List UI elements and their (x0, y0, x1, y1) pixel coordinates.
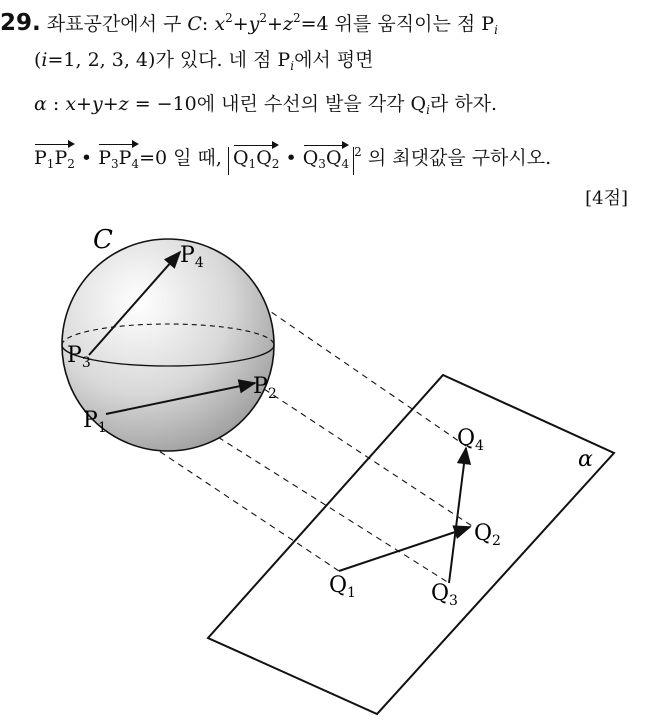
sphere-name: C (187, 13, 202, 35)
question-text: 의 최댓값을 구하시오. (367, 147, 552, 169)
problem-number: 29. (0, 10, 41, 36)
score-label: [4점] (585, 188, 628, 209)
vector-q1q2: $Q_1Q_2$ (233, 147, 279, 175)
plane-alpha (208, 375, 614, 714)
line3-tail: 에 내린 수선의 발을 각각 (196, 93, 405, 115)
colon: : (201, 13, 209, 35)
plus-sign: + (267, 13, 283, 35)
label-p4: $P_4$ (180, 243, 204, 271)
plane-rhs: = −10 (134, 93, 197, 115)
var-y: y (248, 13, 260, 35)
index-i: i (426, 103, 430, 117)
point-q: Q (410, 93, 427, 115)
condition: =0 (139, 147, 168, 169)
plane-lhs: x+y+z (65, 93, 129, 115)
label-q3: $Q_3$ (431, 581, 458, 609)
label-p3: $P_3$ (67, 343, 91, 371)
point-p: P (277, 49, 291, 71)
vector-p3p4: $P_3P_4$ (98, 146, 139, 176)
exponent: 2 (259, 11, 268, 25)
intro-text: 좌표공간에서 구 (46, 13, 182, 35)
radius-squared: 4 (316, 13, 329, 35)
colon: : (52, 93, 60, 115)
vector-q3q4: $Q_3Q_4$ (303, 147, 349, 175)
line1-tail: 위를 움직이는 점 (334, 13, 476, 35)
line2-tail: 에서 평면 (294, 49, 374, 71)
when-text: 일 때, (173, 147, 222, 169)
vector-p1p2: $P_1P_2$ (34, 146, 75, 176)
index-i: i (41, 49, 48, 71)
label-p2: $P_2$ (253, 374, 277, 402)
equals-sign: = (300, 13, 317, 35)
line3-end: 라 하자. (429, 93, 498, 115)
plane-name: α (34, 93, 47, 115)
var-z: z (282, 13, 293, 35)
label-q2: $Q_2$ (474, 521, 501, 549)
sphere-label: C (93, 225, 113, 255)
var-x: x (214, 13, 226, 35)
exponent: 2 (292, 11, 301, 25)
point-p: P (481, 13, 495, 35)
abs-value-expression: $Q_1Q_2$ • $Q_3Q_4$ (228, 147, 354, 175)
label-p1: $P_1$ (83, 408, 107, 436)
paren: ( (34, 49, 42, 71)
index-i: i (494, 23, 498, 37)
line2-text: 가 있다. 네 점 (155, 49, 272, 71)
label-q4: $Q_4$ (457, 426, 484, 454)
exponent: 2 (225, 11, 233, 25)
index-values: =1, 2, 3, 4) (47, 49, 156, 71)
plus-sign: + (232, 13, 249, 35)
index-i: i (290, 59, 295, 73)
label-q1: $Q_1$ (329, 573, 356, 601)
exponent: 2 (354, 145, 362, 159)
plane-label: α (578, 447, 593, 472)
dot-product: • (80, 147, 93, 169)
